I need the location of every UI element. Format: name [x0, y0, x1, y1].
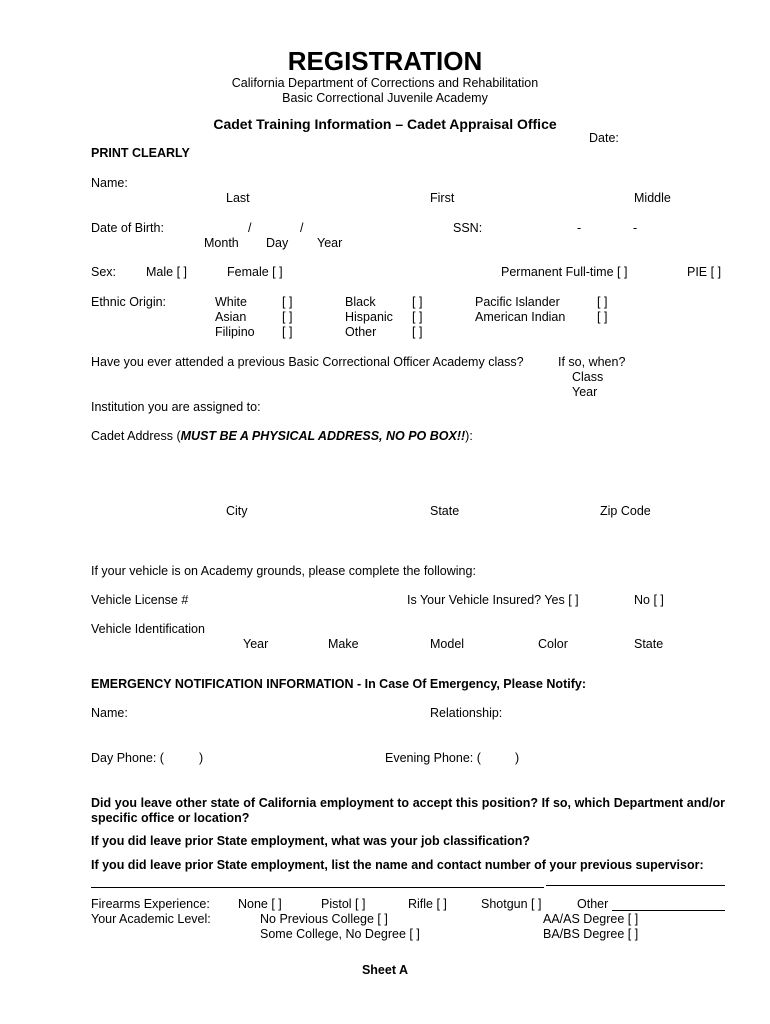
dob-day-caption: Day	[266, 236, 289, 250]
ssn-dash: -	[633, 221, 638, 235]
last-name-caption: Last	[226, 191, 250, 205]
academic-level-label: Your Academic Level:	[91, 912, 211, 926]
firearms-shotgun-checkbox[interactable]: Shotgun [ ]	[481, 897, 542, 911]
ethnic-black-label: Black	[345, 295, 376, 309]
pie-checkbox[interactable]: PIE [ ]	[687, 265, 722, 279]
vehicle-insured-no-checkbox[interactable]: No [ ]	[634, 593, 664, 607]
cadet-address-label: Cadet Address (MUST BE A PHYSICAL ADDRESS, NO PO BOX!!):	[91, 429, 473, 443]
no-previous-college-checkbox[interactable]: No Previous College [ ]	[260, 912, 388, 926]
sex-label: Sex:	[91, 265, 117, 279]
ethnic-filipino-checkbox[interactable]: [ ]	[282, 325, 293, 339]
dob-slash: /	[248, 221, 252, 235]
firearms-pistol-checkbox[interactable]: Pistol [ ]	[321, 897, 366, 911]
aa-degree-checkbox[interactable]: AA/AS Degree [ ]	[543, 912, 639, 926]
male-checkbox[interactable]: Male [ ]	[146, 265, 187, 279]
prior-employment-question: Did you leave other state of California employment to accept this position? If so, which Department and/or specific office or location?	[91, 796, 725, 825]
ssn-dash: -	[577, 221, 582, 235]
name-label: Name:	[91, 176, 128, 190]
ethnic-asian-label: Asian	[215, 310, 247, 324]
dob-year-caption: Year	[317, 236, 343, 250]
dob-label: Date of Birth:	[91, 221, 164, 235]
ethnic-other-checkbox[interactable]: [ ]	[412, 325, 423, 339]
page-title: REGISTRATION	[287, 46, 483, 76]
vehicle-state-caption: State	[634, 637, 664, 651]
evening-phone-close: )	[515, 751, 520, 765]
evening-phone-label: Evening Phone: (	[385, 751, 481, 765]
vehicle-make-caption: Make	[328, 637, 359, 651]
firearms-rifle-checkbox[interactable]: Rifle [ ]	[408, 897, 447, 911]
ethnic-white-checkbox[interactable]: [ ]	[282, 295, 293, 309]
firearms-other-label: Other	[577, 897, 609, 911]
print-clearly-note: PRINT CLEARLY	[91, 146, 190, 160]
ethnic-other-label: Other	[345, 325, 377, 339]
ethnic-filipino-label: Filipino	[215, 325, 255, 339]
if-so-when-label: If so, when?	[558, 355, 626, 369]
vehicle-year-caption: Year	[243, 637, 269, 651]
institution-label: Institution you are assigned to:	[91, 400, 261, 414]
sheet-label: Sheet A	[361, 963, 409, 977]
day-phone-close: )	[199, 751, 204, 765]
vehicle-color-caption: Color	[538, 637, 568, 651]
vehicle-intro: If your vehicle is on Academy grounds, please complete the following:	[91, 564, 476, 578]
job-classification-question: If you did leave prior State employment, what was your job classification?	[91, 834, 530, 848]
firearms-other-line[interactable]	[612, 910, 725, 911]
city-caption: City	[226, 504, 248, 518]
relationship-label: Relationship:	[430, 706, 503, 720]
department-name: California Department of Corrections and Rehabilitation	[231, 76, 539, 90]
ethnic-black-checkbox[interactable]: [ ]	[412, 295, 423, 309]
ethnic-pacific-islander-label: Pacific Islander	[475, 295, 560, 309]
academy-name: Basic Correctional Juvenile Academy	[282, 91, 488, 105]
supervisor-answer-line[interactable]	[546, 885, 725, 886]
supervisor-answer-line[interactable]	[91, 887, 544, 888]
ethnic-hispanic-checkbox[interactable]: [ ]	[412, 310, 423, 324]
po-box-warning: MUST BE A PHYSICAL ADDRESS, NO PO BOX!!	[180, 429, 466, 443]
female-checkbox[interactable]: Female [ ]	[227, 265, 283, 279]
dob-slash: /	[300, 221, 304, 235]
middle-name-caption: Middle	[634, 191, 671, 205]
date-label: Date:	[589, 131, 619, 145]
ba-degree-checkbox[interactable]: BA/BS Degree [ ]	[543, 927, 639, 941]
some-college-checkbox[interactable]: Some College, No Degree [ ]	[260, 927, 420, 941]
ssn-label: SSN:	[453, 221, 483, 235]
emergency-heading: EMERGENCY NOTIFICATION INFORMATION - In Case Of Emergency, Please Notify:	[91, 677, 586, 691]
permanent-fulltime-checkbox[interactable]: Permanent Full-time [ ]	[501, 265, 628, 279]
firearms-none-checkbox[interactable]: None [ ]	[238, 897, 282, 911]
state-caption: State	[430, 504, 460, 518]
ethnic-american-indian-checkbox[interactable]: [ ]	[597, 310, 608, 324]
vehicle-identification-label: Vehicle Identification	[91, 622, 205, 636]
year-label: Year	[572, 385, 598, 399]
day-phone-label: Day Phone: (	[91, 751, 164, 765]
ethnic-asian-checkbox[interactable]: [ ]	[282, 310, 293, 324]
ethnic-origin-label: Ethnic Origin:	[91, 295, 167, 309]
ethnic-pacific-islander-checkbox[interactable]: [ ]	[597, 295, 608, 309]
form-subtitle: Cadet Training Information – Cadet Appraisal Office	[213, 116, 557, 132]
previous-supervisor-question: If you did leave prior State employment, list the name and contact number of your previous supervisor:	[91, 858, 704, 872]
ethnic-white-label: White	[215, 295, 247, 309]
ethnic-american-indian-label: American Indian	[475, 310, 566, 324]
dob-month-caption: Month	[204, 236, 239, 250]
vehicle-insured-yes-checkbox[interactable]: Is Your Vehicle Insured? Yes [ ]	[407, 593, 579, 607]
vehicle-license-label: Vehicle License #	[91, 593, 189, 607]
vehicle-model-caption: Model	[430, 637, 465, 651]
emergency-name-label: Name:	[91, 706, 128, 720]
zip-code-caption: Zip Code	[600, 504, 651, 518]
class-label: Class	[572, 370, 604, 384]
ethnic-hispanic-label: Hispanic	[345, 310, 393, 324]
first-name-caption: First	[430, 191, 455, 205]
previous-academy-question: Have you ever attended a previous Basic Correctional Officer Academy class?	[91, 355, 524, 369]
firearms-label: Firearms Experience:	[91, 897, 210, 911]
